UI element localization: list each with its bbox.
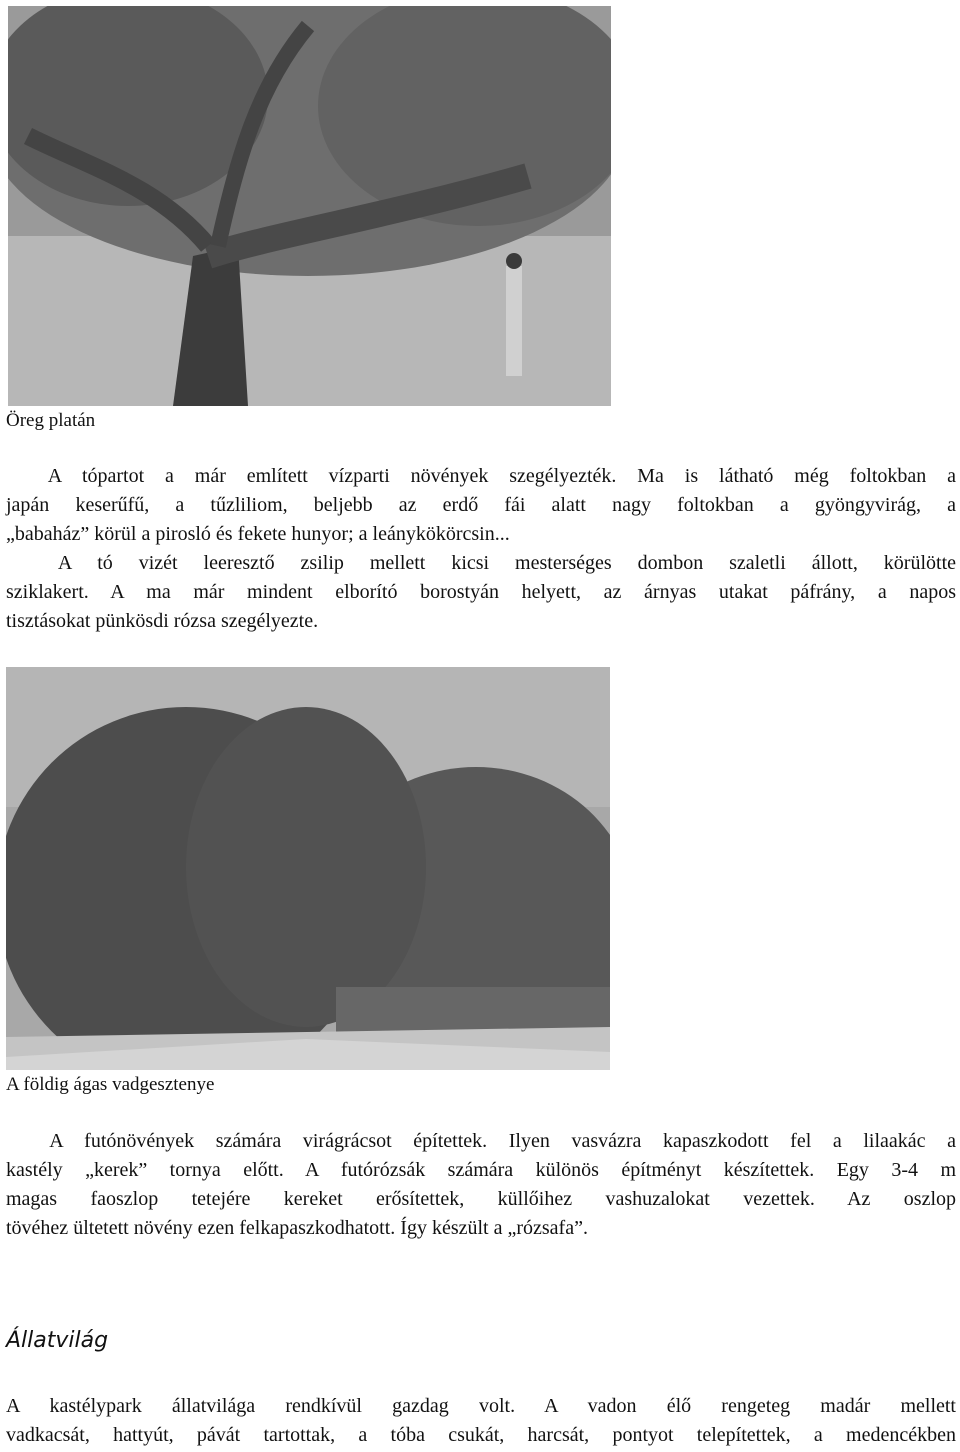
figure-caption: Öreg platán <box>6 410 96 431</box>
text-line: vadkacsát, hattyút, pávát tartottak, a tóba csukát, harcsát, pontyot telepítettek, a medencékben <box>6 1424 956 1446</box>
paragraph-lake-shore-plants <box>6 462 956 636</box>
text-line: „babaház” körül a pirosló és fekete hunyor; a leánykökörcsin... <box>6 523 510 545</box>
plane-tree-illustration <box>8 6 611 406</box>
text-line: magas faoszlop tetejére kereket erősítettek, küllőihez vashuzalokat vezettek. Az oszlop <box>6 1188 956 1210</box>
paragraph-climbing-plants <box>6 1127 956 1243</box>
text-line: A tópartot a már említett vízparti növények szegélyezték. Ma is látható még foltokban a <box>6 465 956 487</box>
text-line: sziklakert. A ma már mindent elborító borostyán helyett, az árnyas utakat páfrány, a napos <box>6 581 956 603</box>
section-heading: Állatvilág <box>6 1328 109 1353</box>
text-line: japán keserűfű, a tűzliliom, beljebb az erdő fái alatt nagy foltokban a gyöngyvirág, a <box>6 494 956 516</box>
text-line: kastély „kerek” tornya előtt. A futórózsák számára különös építményt készítettek. Egy 3-4 m <box>6 1159 956 1181</box>
horse-chestnut-illustration <box>6 667 610 1070</box>
text-line: tövéhez ültetett növény ezen felkapaszkodhatott. Így készült a „rózsafa”. <box>6 1217 588 1239</box>
photo-old-plane-tree <box>8 6 611 406</box>
text-line: A futónövények számára virágrácsot építettek. Ilyen vasvázra kapaszkodott fel a lilaakác a <box>6 1130 956 1152</box>
text-line: tisztásokat pünkösdi rózsa szegélyezte. <box>6 610 319 632</box>
text-line: A kastélypark állatvilága rendkívül gazdag volt. A vadon élő rengeteg madár mellett <box>6 1395 956 1417</box>
figure-caption: A földig ágas vadgesztenye <box>6 1074 215 1095</box>
paragraph-fauna <box>6 1392 956 1450</box>
photo-horse-chestnut <box>6 667 610 1070</box>
text-line: A tó vizét leeresztő zsilip mellett kicsi mesterséges dombon szaletli állott, körülötte <box>6 552 956 574</box>
